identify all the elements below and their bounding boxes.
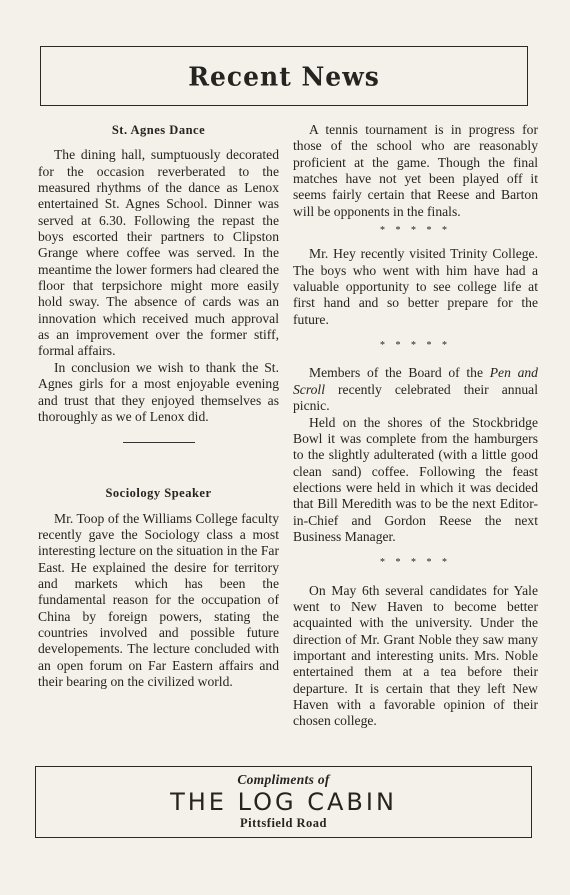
star-separator: * * * * *: [380, 557, 451, 569]
article-paragraph: In conclusion we wish to thank the St. Agnes girls for a most enjoyable evening and trust that they enjoyed themselves as thoroughly as we of Lenox did.: [38, 359, 279, 424]
news-item-tennis: A tennis tournament is in progress for those of the school who are reasonably proficient at the game. Though the final matches have not yet been played off it seems fairly certain that Reese and Barton will be opponents in the finals.: [293, 122, 538, 219]
ad-business-name: THE LOG CABIN: [170, 788, 397, 816]
article-heading-st-agnes-dance: St. Agnes Dance: [111, 123, 206, 137]
publication-title: Pen and Scroll: [293, 365, 538, 397]
masthead-box: [40, 46, 528, 106]
news-item-yale-visit: On May 6th several candidates for Yale went to New Haven to become better acquainted with the university. Under the direction of Mr. Grant Noble they saw many important and interesting units. Mrs. Noble entertained them at a tea before their departure. It is certain that they left New Haven with a favorable opinion of their chosen college.: [293, 582, 538, 729]
news-item-pen-and-scroll: Members of the Board of the Pen and Scroll recently celebrated their annual picnic.: [293, 365, 538, 414]
star-separator: * * * * *: [380, 340, 451, 352]
advertisement-box: [35, 766, 532, 838]
ad-address: Pittsfield Road: [239, 816, 327, 830]
article-paragraph: The dining hall, sumptuously decorated for the occasion reverberated to the measured rhythms of the dance as Lenox entertained St. Agnes School. Dinner was served at 6.30. Following the repast the boys escorted their partners to Clipston Grange where coffee was served. In the meantime the lower formers had cleared the floor that terpsichore might more easily hold sway. The absence of cards was an innovation which received much approval as an improvement over the former stiff, formal affairs.: [38, 147, 279, 359]
right-column: [293, 122, 538, 730]
left-column: [38, 122, 279, 690]
article-paragraph: Mr. Toop of the Williams College faculty recently gave the Sociology class a most interesting lecture on the situation in the Far East. He explained the desire for territory and markets which has been the fundamental reason for the occupation of China by foreign powers, stating the countries involved and possible future developements. The lecture concluded with an open forum on Far Eastern affairs and their bearing on the civilized world.: [38, 510, 279, 689]
article-heading-sociology-speaker: Sociology Speaker: [105, 486, 212, 501]
ad-tagline: Compliments of: [237, 772, 330, 787]
news-item-picnic: Held on the shores of the Stockbridge Bowl it was complete from the hamburgers to the slightly adulterated (with a little good clean sand) coffee. Following the feast elections were held in which it was decided that Bill Meredith was to be the next Editor-in-Chief and Gordon Reese the next Business Manager.: [293, 414, 538, 544]
news-item-trinity-visit: Mr. Hey recently visited Trinity College. The boys who went with him have had a valuable opportunity to see college life at first hand and so better prepare for the future.: [293, 246, 538, 327]
masthead-title: Recent News: [188, 60, 380, 92]
star-separator: * * * * *: [380, 225, 451, 237]
